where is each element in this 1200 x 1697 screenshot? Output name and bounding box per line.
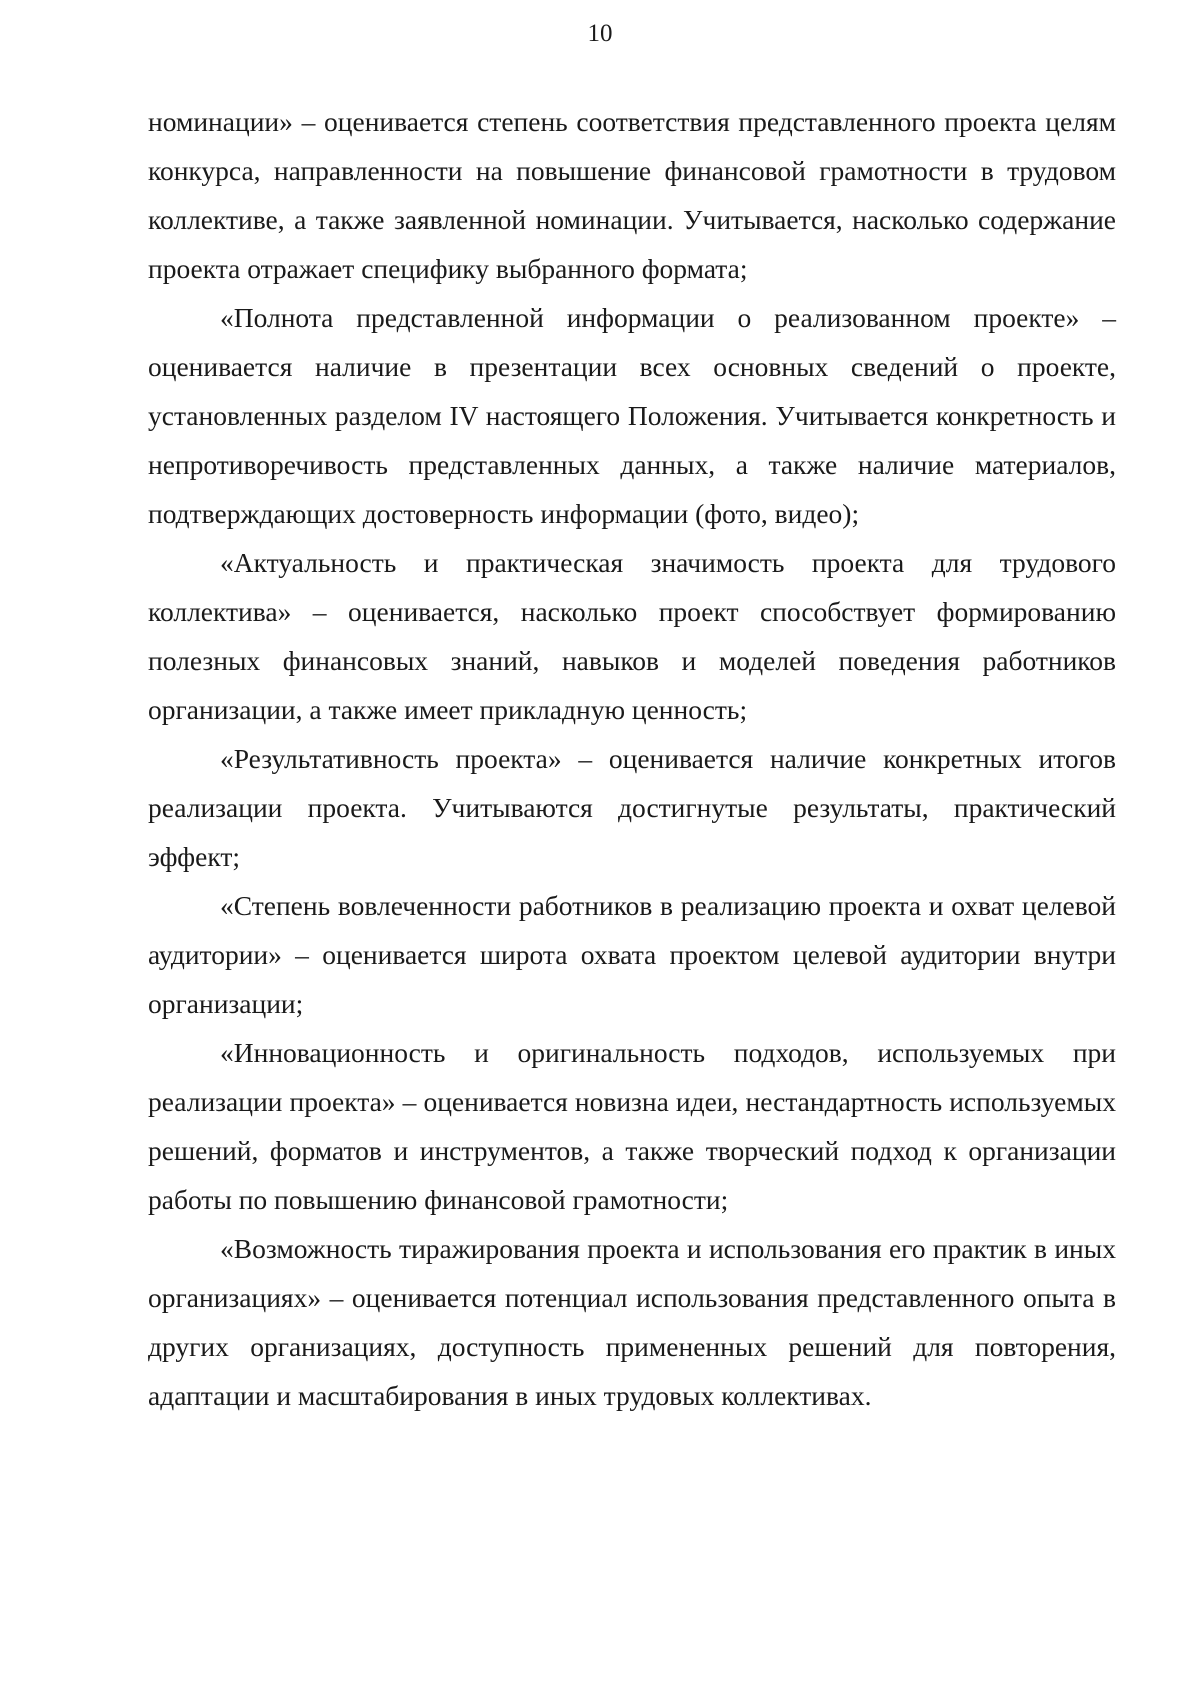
paragraph-innovation-criterion: «Инновационность и оригинальность подходов, используемых при реализации проекта» – оценивается новизна идеи, нестандартность используемых решений, форматов и инструментов, а также творческий подход к организации работы по повышению финансовой грамотности; [148, 1037, 1116, 1215]
document-body [148, 97, 1116, 1420]
paragraph-completeness-criterion: «Полнота представленной информации о реализованном проекте» – оценивается наличие в презентации всех основных сведений о проекте, установленных разделом IV настоящего Положения. Учитывается конкретность и непротиворечивость представленных данных, а также наличие материалов, подтверждающих достоверность информации (фото, видео); [148, 302, 1116, 529]
paragraph-relevance-criterion: «Актуальность и практическая значимость проекта для трудового коллектива» – оценивается, насколько проект способствует формированию полезных финансовых знаний, навыков и моделей поведения работников организации, а также имеет прикладную ценность; [148, 547, 1116, 725]
paragraph-engagement-criterion: «Степень вовлеченности работников в реализацию проекта и охват целевой аудитории» – оценивается широта охвата проектом целевой аудитории внутри организации; [148, 890, 1116, 1019]
paragraph-replicability-criterion: «Возможность тиражирования проекта и использования его практик в иных организациях» – оценивается потенциал использования представленного опыта в других организациях, доступность примененных решений для повторения, адаптации и масштабирования в иных трудовых коллективах. [148, 1233, 1116, 1411]
paragraph-effectiveness-criterion: «Результативность проекта» – оценивается наличие конкретных итогов реализации проекта. Учитываются достигнутые результаты, практический эффект; [148, 743, 1116, 872]
paragraph-nomination-continuation: номинации» – оценивается степень соответствия представленного проекта целям конкурса, направленности на повышение финансовой грамотности в трудовом коллективе, а также заявленной номинации. Учитывается, насколько содержание проекта отражает специфику выбранного формата; [148, 106, 1116, 284]
page-number: 10 [587, 20, 613, 47]
